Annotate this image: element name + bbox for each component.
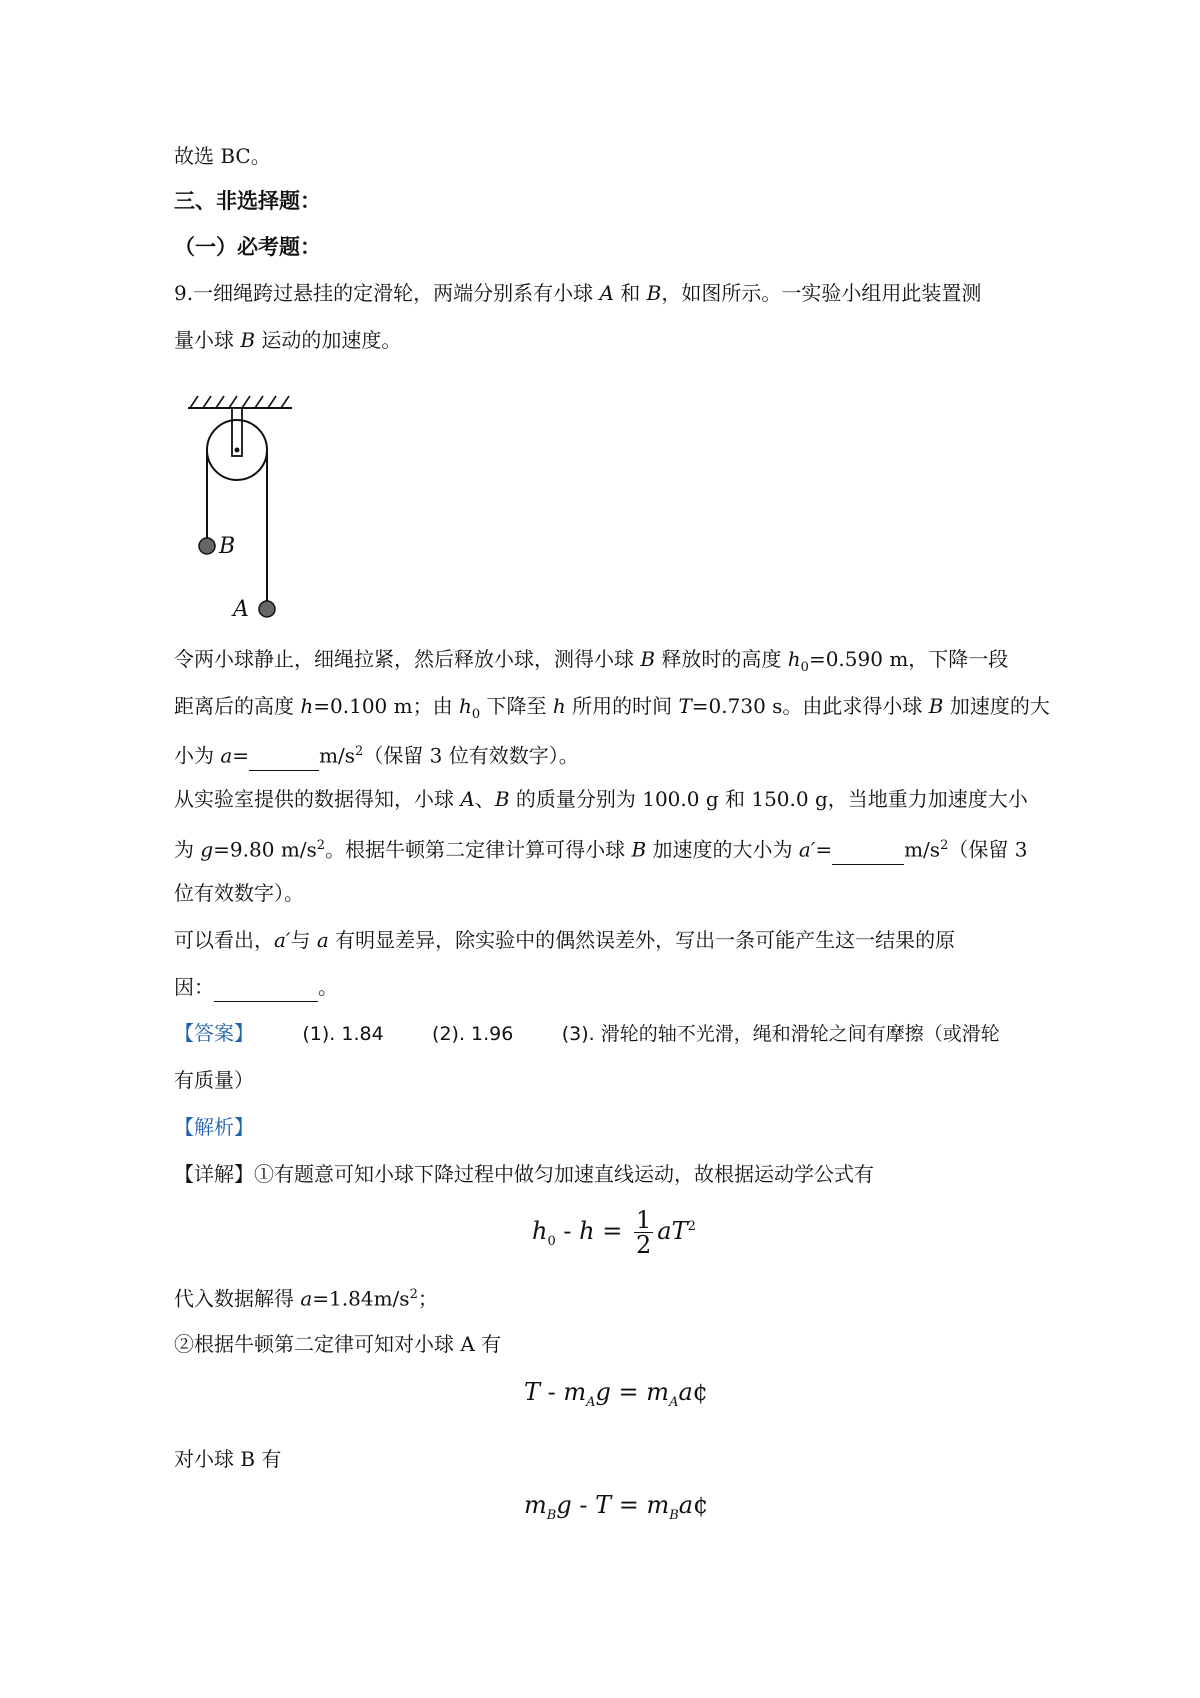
answer-blank-1[interactable] — [249, 742, 319, 771]
question-9-para3-line1: 可以看出，a′与 a 有明显差异，除实验中的偶然误差外，写出一条可能产生这一结果的原 — [174, 928, 956, 952]
answer-item-3-continued: 有质量） — [174, 1068, 254, 1092]
subsection-heading: （一）必考题： — [174, 235, 321, 259]
answer-blank-3[interactable] — [214, 973, 318, 1002]
answer-item-1: (1). 1.84 — [302, 1023, 384, 1045]
answer-label: 【答案】 — [174, 1021, 254, 1045]
ball-b-label: B — [219, 534, 236, 559]
question-9-para1-line3: 小为 $a= m/s^2$（保留 3 位有效数字）。 — [174, 738, 579, 771]
question-9-para1-line2: 距离后的高度 h=0.100 m；由 $h_0$ 下降至 h 所用的时间 T=0.730 s。由此求得小球 B 加速度的大 — [174, 694, 1050, 722]
newton-formula-ball-b: $m_Bg$ - $T = m_Ba¢$ — [524, 1491, 709, 1523]
kinematics-formula: $h_0$ - h = $\frac{1}{2}$ $aT^2$ — [532, 1206, 696, 1259]
ball-a-label: A — [233, 597, 249, 622]
question-9-line-1: 9.一细绳跨过悬挂的定滑轮，两端分别系有小球 A 和 B，如图所示。一实验小组用此装置测 — [174, 281, 982, 305]
detail-label: 【详解】 — [174, 1162, 254, 1186]
answer-line — [174, 1019, 1000, 1048]
result-1-line: 代入数据解得 $a=1.84m/s^2$； — [174, 1286, 438, 1311]
pulley-diagram — [184, 392, 294, 622]
answer-item-3: (3). 滑轮的轴不光滑，绳和滑轮之间有摩擦（或滑轮 — [561, 1023, 1000, 1045]
answer-blank-2[interactable] — [832, 836, 904, 865]
detail-step-1-text: ①有题意可知小球下降过程中做匀加速直线运动，故根据运动学公式有 — [254, 1162, 874, 1186]
question-9-line-2: 量小球 B 运动的加速度。 — [174, 328, 402, 352]
detail-step-2: ②根据牛顿第二定律可知对小球 A 有 — [174, 1332, 502, 1356]
question-9-para1-line1: 令两小球静止，细绳拉紧，然后释放小球，测得小球 B 释放时的高度 $h_0=0.590$ m，下降一段 — [174, 647, 1009, 675]
fraction-one-half: $\frac{1}{2}$ — [635, 1206, 652, 1259]
detail-step-1 — [174, 1160, 874, 1188]
question-9-para2-line1: 从实验室提供的数据得知，小球 A、B 的质量分别为 100.0 g 和 150.0 g，当地重力加速度大小 — [174, 787, 1028, 811]
question-9-para2-line3: 位有效数字）。 — [174, 881, 304, 905]
question-9-para2-line2: 为 g=9.80 $m/s^2$。根据牛顿第二定律计算可得小球 B 加速度的大小为 $a'= m/s^2$（保留 3 — [174, 832, 1027, 865]
answer-item-2: (2). 1.96 — [432, 1023, 514, 1045]
detail-step-3: 对小球 B 有 — [174, 1447, 282, 1471]
question-9-para3-line2: 因： 。 — [174, 973, 338, 1002]
newton-formula-ball-a: T - $m_Ag$ = $m_Aa¢$ — [524, 1378, 709, 1410]
section-heading: 三、非选择题： — [174, 189, 321, 213]
previous-answer-line: 故选 BC。 — [174, 144, 271, 168]
analysis-label: 【解析】 — [174, 1115, 254, 1139]
